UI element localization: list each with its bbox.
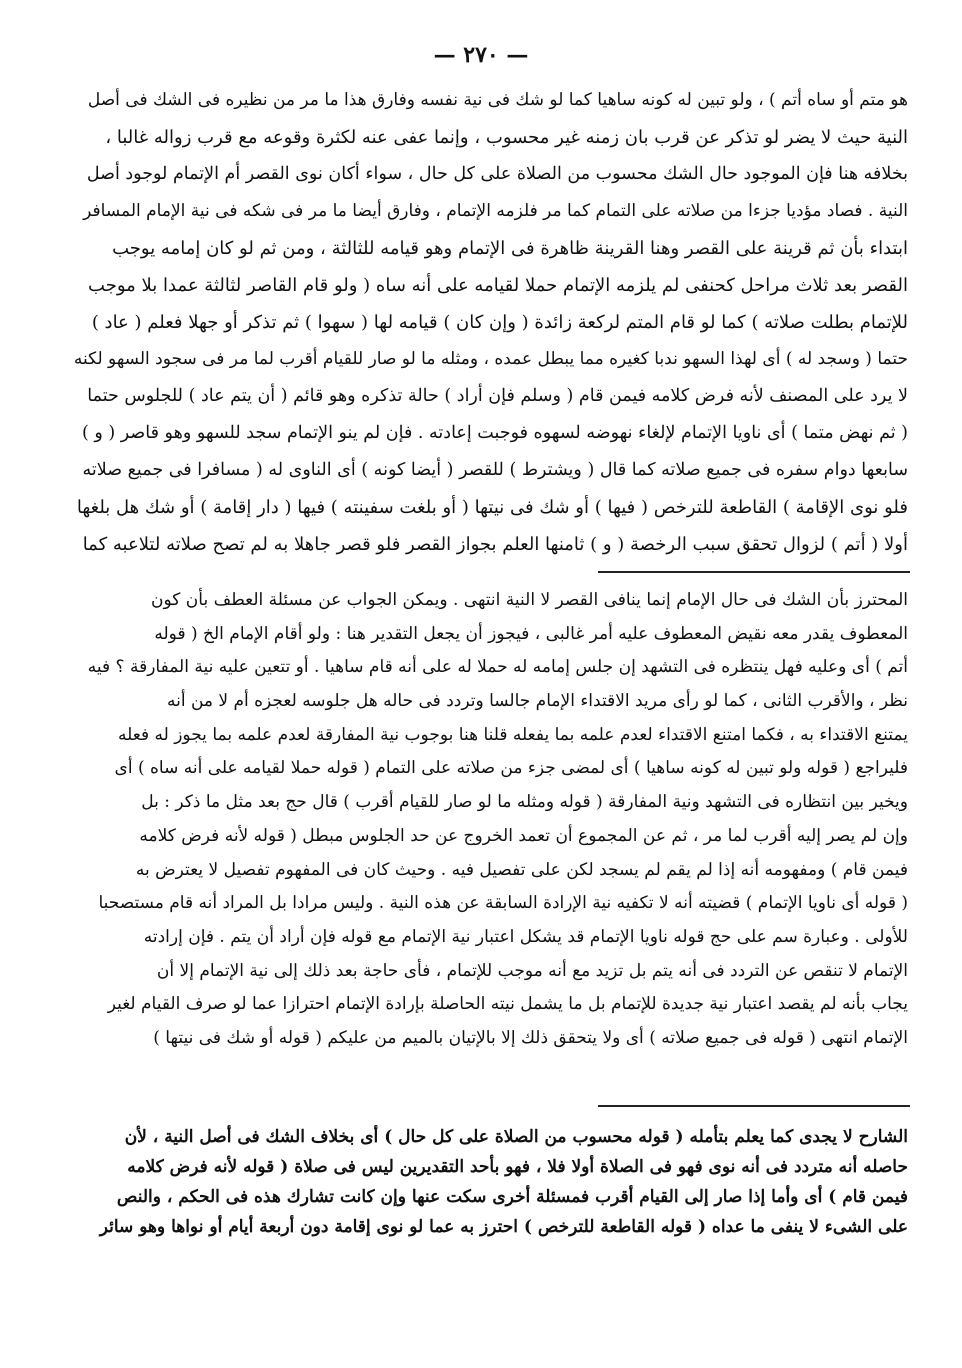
commentary-line: فليراجع ( قوله ولو تبين له كونه ساهيا ) أى لمضى جزء من صلاته على التمام ( قوله حملا لقيامه على أنه ساه ) أى — [114, 758, 908, 779]
text-line: فلو نوى الإقامة ) القاطعة للترخص ( فيها ) أو شك فى نيتها ( أو بلغت سفينته ) فيها ( دار إقامة ) أو شك هل بلغها — [76, 497, 908, 518]
section-divider — [598, 571, 910, 573]
text-line: القصر بعد ثلاث مراحل كحنفى لم يلزمه الإتمام حملا لقيامه على أنه ساه ( ولو قام القاصر لثالثة عمدا بلا موجب — [88, 275, 908, 296]
text-line: النية حيث لا يضر لو تذكر عن قرب بان زمنه غير محسوب ، وإنما عفى عنه لكثرة وقوعه مع قرب زواله غالبا ، — [105, 127, 908, 148]
commentary-line: ويخير بين انتظاره فى التشهد ونية المفارقة ( قوله ومثله ما لو صار للقيام أقرب ) قال حج بعد مثل ما ذكر : بل — [141, 792, 908, 813]
text-line: حتما ( وسجد له ) أى لهذا السهو ندبا كغيره مما يبطل عمده ، ومثله ما لو صار للقيام أقرب لما مر فى سجود السهو لكنه — [74, 349, 908, 369]
main-text — [74, 82, 908, 563]
text-line: بخلافه هنا فإن الموجود حال الشك محسوب من الصلاة على كل حال ، سواء أكان نوى القصر أم الإتمام لوجود أصل — [86, 164, 908, 184]
page-number: — ٢٧٠ — — [433, 42, 529, 68]
commentary-line: أتم ) أى وعليه فهل ينتظره فى التشهد إن جلس إمامه له حملا له على أنه قام ساهيا . أو تتعين عليه نية المفارقة ؟ فيه — [87, 657, 908, 678]
commentary-second — [74, 1122, 908, 1242]
text-line: هو متم أو ساه أتم ) ، ولو تبين له كونه ساهيا كما لو شك فى نية نفسه وفارق هذا ما مر من نظيره فى الشك فى أصل — [87, 90, 908, 110]
commentary-line: فيمن قام ) أى وأما إذا صار إلى القيام أقرب فمسئلة أخرى سكت عنها وإن كانت تشارك هذه فى الحكم ، والنص — [116, 1187, 908, 1207]
text-line: لا يرد على المصنف لأنه فرض كلامه فيمن قام ( وسلم فإن أراد ) حالة تذكره وهو قائم ( أن يتم عاد ) للجلوس حتما — [87, 386, 908, 406]
commentary-line: حاصله أنه متردد فى أنه نوى فهو فى الصلاة أولا فلا ، فهو بأحد التقديرين ليس فى صلاة ( قوله لأنه فرض كلامه — [127, 1157, 908, 1177]
text-line: ابتداء بأن ثم قرينة على القصر وهنا القرينة ظاهرة فى الإتمام وهو قيامه للثالثة ، ومن ثم لو كان إمامه يوجب — [112, 238, 908, 259]
commentary-line: نظر ، والأقرب الثانى ، كما لو رأى مريد الاقتداء الإمام جالسا وتردد فى حاله هل جلوسه لعجزه أم لا من أنه — [166, 691, 908, 712]
commentary-line: يمتنع الاقتداء به ، فكما امتنع الاقتداء لعدم علمه بما يفعله قلنا هنا بوجوب نية المفارقة لعدم علمه بما يجوز له فعله — [118, 724, 908, 745]
text-line: أولا ( أتم ) لزوال تحقق سبب الرخصة ( و ) ثامنها العلم بجواز القصر فلو قصر جاهلا به لم تصح صلاته لتلاعبه كما — [82, 534, 908, 555]
commentary-line: الإتمام لا تنقص عن التردد فى أنه يتم بل تزيد مع أنه موجب للإتمام ، فأى حاجة بعد ذلك إلى نية الإتمام إلا أن — [156, 960, 908, 981]
commentary-line: للأولى . وعبارة سم على حج قوله ناويا الإتمام قد يشكل اعتبار نية الإتمام مع قوله فإن أراد أن يتم . فإن إرادته — [143, 926, 908, 947]
commentary-line: ( قوله أى ناويا الإتمام ) قضيته أنه لا تكفيه نية الإرادة السابقة عن هذه النية . وليس مرادا بل المراد أنه قام مستصحبا — [98, 893, 908, 914]
text-line: النية . فصاد مؤديا جزءا من صلاته على التمام كما مر فلزمه الإتمام ، وفارق أيضا ما مر فى شكه فى نية الإمام المسافر — [83, 201, 908, 221]
commentary-line: الشارح لا يجدى كما يعلم بتأمله ( قوله محسوب من الصلاة على كل حال ) أى بخلاف الشك فى أصل النية ، لأن — [124, 1127, 908, 1147]
commentary-line: المعطوف يقدر معه نقيض المعطوف عليه أمر غالبى ، فيجوز أن يجعل التقدير هنا : ولو أقام الإمام الخ ( قوله — [154, 623, 908, 644]
text-line: ( ثم نهض متما ) أى ناويا الإتمام لإلغاء نهوضه لسهوه فوجبت إعادته . فإن لم ينو الإتمام سجد للسهو وهو قاصر ( و ) — [81, 423, 908, 443]
commentary-line: يجاب بأنه لم يقصد اعتبار نية جديدة للإتمام بل ما يشمل نيته الحاصلة بإرادة الإتمام احترازا عما لو صرف القيام لغير — [107, 994, 908, 1015]
commentary-line: وإن لم يصر إليه أقرب لما مر ، ثم عن المجموع أن تعمد الخروج عن حد الجلوس مبطل ( قوله لأنه فرض كلامه — [139, 825, 908, 846]
text-line: سابعها دوام سفره فى جميع صلاته كما قال ( ويشترط ) للقصر ( أيضا كونه ) أى الناوى له ( مسافرا فى جميع صلاته — [82, 460, 908, 480]
commentary-line: الإتمام انتهى ( قوله فى جميع صلاته ) أى ولا يتحقق ذلك إلا بالإتيان بالميم من عليكم ( قوله أو شك فى نيتها ) — [153, 1027, 908, 1048]
commentary-line: المحترز بأن الشك فى حال الإمام إنما ينافى القصر لا النية انتهى . ويمكن الجواب عن مسئلة العطف بأن كون — [151, 590, 908, 610]
commentary-line: على الشىء لا ينفى ما عداه ( قوله القاطعة للترخص ) احترز به عما لو نوى إقامة دون أربعة أيام أو نواها وهو سائر — [99, 1217, 908, 1237]
text-line: للإتمام بطلت صلاته ) كما لو قام المتم لركعة زائدة ( وإن كان ) قيامه لها ( سهوا ) ثم تذكر أو جهلا فعلم ( عاد ) — [91, 312, 908, 333]
commentary-first — [74, 584, 908, 1056]
commentary-line: فيمن قام ) ومفهومه أنه إذا لم يقم لم يسجد لكن على تفصيل فيه . وحيث كان فى المفهوم تفصيل لا يعترض به — [135, 859, 908, 880]
section-divider — [598, 1105, 910, 1107]
